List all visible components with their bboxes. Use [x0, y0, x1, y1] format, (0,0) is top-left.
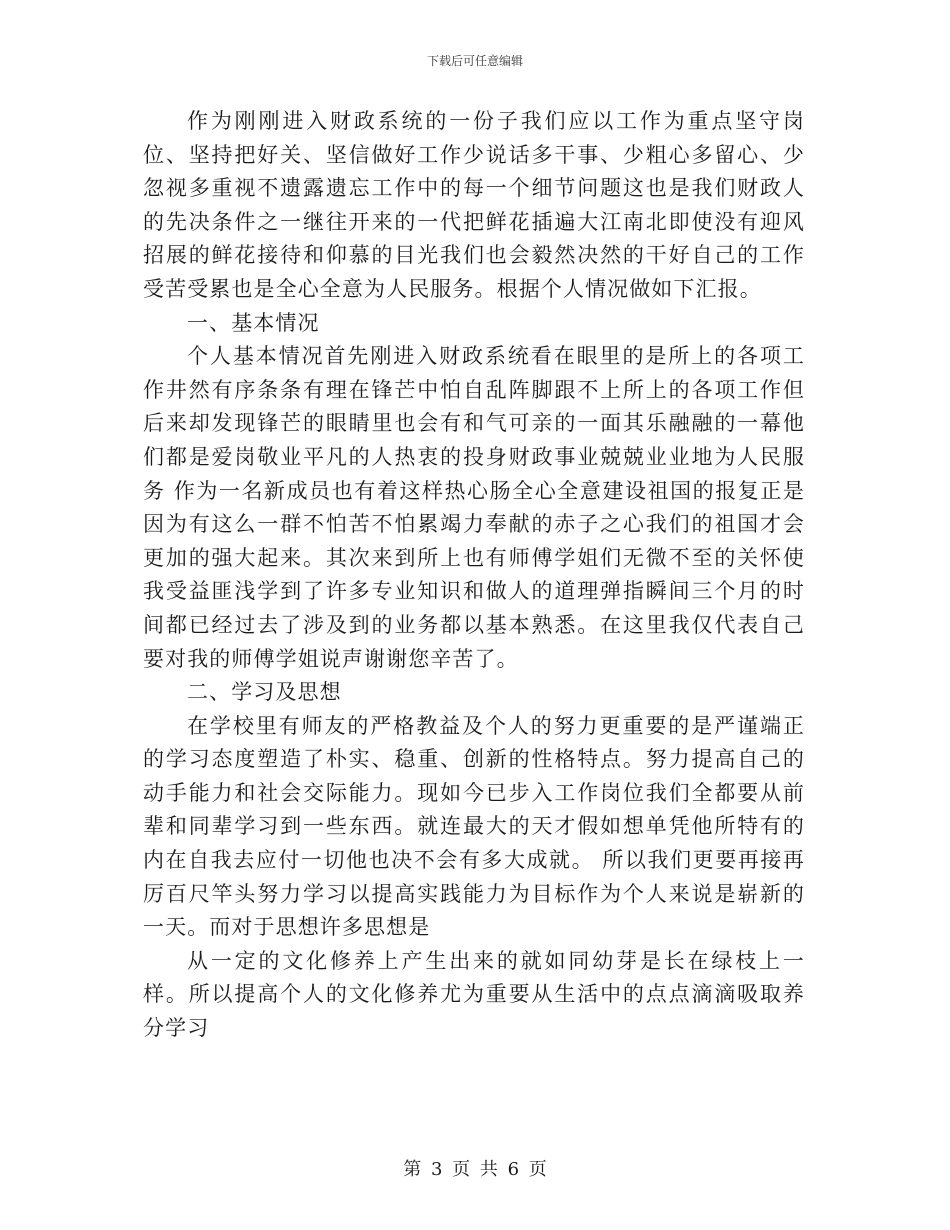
section-heading-basic-info: 一、基本情况	[187, 310, 320, 335]
page-number-footer: 第 3 页 共 6 页	[403, 1159, 547, 1180]
document-body	[143, 105, 805, 1046]
section-heading-study-thought: 二、学习及思想	[187, 680, 342, 705]
page-header: 下载后可任意编辑	[426, 54, 523, 68]
paragraph-intro: 作为刚刚进入财政系统的一份子我们应以工作为重点坚守岗位、坚持把好关、坚信做好工作少说话多干事、少粗心多留心、少忽视多重视不遗露遗忘工作中的每一个细节问题这也是我们财政人的先决条件之一继往开来的一代把鲜花插遍大江南北即使没有迎风招展的鲜花接待和仰慕的目光我们也会毅然决然的干好自己的工作受苦受累也是全心全意为人民服务。根据个人情况做如下汇报。	[143, 109, 805, 301]
paragraph-culture: 从一定的文化修养上产生出来的就如同幼芽是长在绿枝上一样。所以提高个人的文化修养尤为重要从生活中的点点滴滴吸取养分学习	[143, 948, 805, 1041]
paragraph-basic-info: 个人基本情况首先刚进入财政系统看在眼里的是所上的各项工作井然有序条条有理在锋芒中怕自乱阵脚跟不上所上的各项工作但后来却发现锋芒的眼睛里也会有和气可亲的一面其乐融融的一幕他们都是爱岗敬业平凡的人热衷的投身财政事业兢兢业业地为人民服务 作为一名新成员也有着这样热心肠全心全意建设祖国的报复正是因为有这么一群不怕苦不怕累竭力奉献的赤子之心我们的祖国才会更加的强大起来。其次来到所上也有师傅学姐们无微不至的关怀使我受益匪浅学到了许多专业知识和做人的道理弹指瞬间三个月的时间都已经过去了涉及到的业务都以基本熟悉。在这里我仅代表自己要对我的师傅学姐说声谢谢您辛苦了。	[143, 344, 805, 671]
paragraph-study: 在学校里有师友的严格教益及个人的努力更重要的是严谨端正的学习态度塑造了朴实、稳重、创新的性格特点。努力提高自己的动手能力和社会交际能力。现如今已步入工作岗位我们全都要从前辈和同辈学习到一些东西。就连最大的天才假如想单凭他所特有的内在自我去应付一切他也决不会有多大成就。 所以我们更要再接再厉百尺竿头努力学习以提高实践能力为目标作为个人来说是崭新的一天。而对于思想许多思想是	[143, 713, 805, 940]
